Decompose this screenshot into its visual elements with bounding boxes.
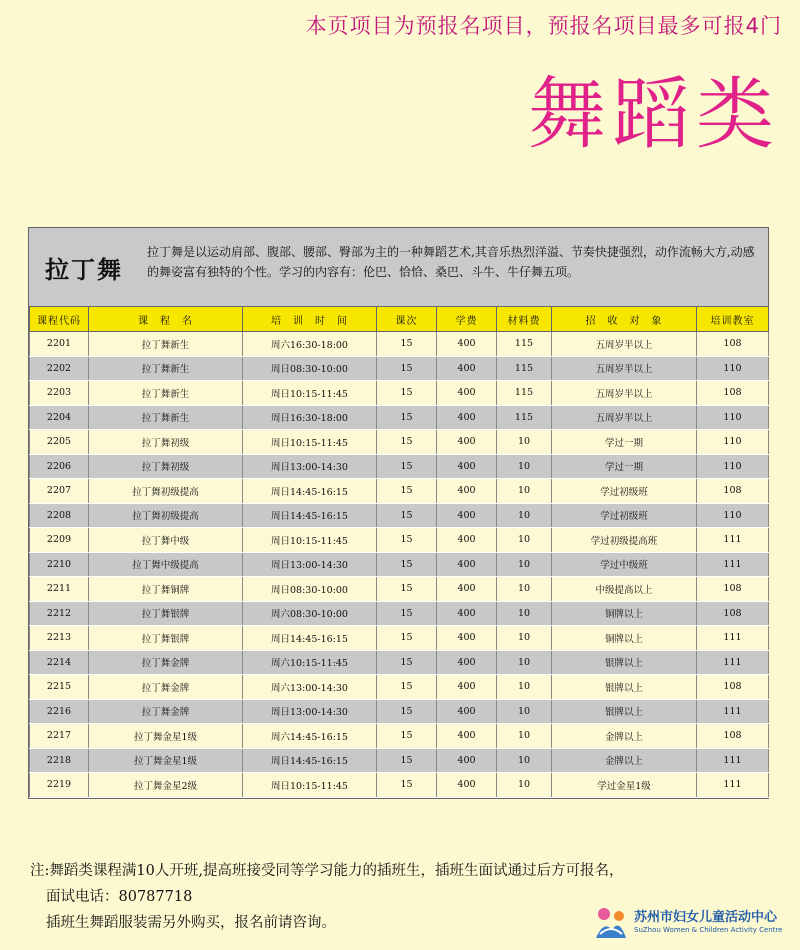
cell-tuition: 400 (437, 773, 497, 798)
cell-target-students: 学过初级班 (552, 503, 697, 528)
cell-material-fee: 10 (497, 773, 552, 798)
cell-target-students: 铜牌以上 (552, 626, 697, 651)
cell-course-name: 拉丁舞金星2级 (89, 773, 243, 798)
cell-target-students: 五周岁半以上 (552, 356, 697, 381)
table-row (30, 626, 769, 651)
table-row (30, 454, 769, 479)
cell-classroom: 110 (697, 454, 769, 479)
cell-course-name: 拉丁舞金星1级 (89, 724, 243, 749)
cell-target-students: 金牌以上 (552, 748, 697, 773)
cell-tuition: 400 (437, 699, 497, 724)
cell-material-fee: 10 (497, 699, 552, 724)
cell-tuition: 400 (437, 577, 497, 602)
header-material-fee: 材料费 (497, 307, 552, 332)
cell-tuition: 400 (437, 626, 497, 651)
header-sessions: 课次 (377, 307, 437, 332)
cell-classroom: 111 (697, 773, 769, 798)
table-row (30, 405, 769, 430)
cell-material-fee: 10 (497, 626, 552, 651)
course-intro (29, 228, 768, 306)
cell-classroom: 111 (697, 626, 769, 651)
cell-training-time: 周六08:30-10:00 (243, 601, 377, 626)
cell-target-students: 五周岁半以上 (552, 381, 697, 406)
cell-target-students: 学过中级班 (552, 552, 697, 577)
cell-course-code: 2218 (30, 748, 89, 773)
table-row (30, 528, 769, 553)
logo-english-name: SuZhou Women & Children Activity Centre (634, 926, 783, 934)
cell-course-code: 2212 (30, 601, 89, 626)
cell-classroom: 108 (697, 601, 769, 626)
footer-note-1: 注:舞蹈类课程满10人开班,提高班接受同等学习能力的插班生，插班生面试通过后方可报名， (30, 863, 624, 879)
cell-classroom: 108 (697, 332, 769, 357)
cell-training-time: 周日08:30-10:00 (243, 577, 377, 602)
cell-material-fee: 115 (497, 356, 552, 381)
cell-training-time: 周日14:45-16:15 (243, 503, 377, 528)
table-row (30, 724, 769, 749)
cell-course-name: 拉丁舞初级提高 (89, 479, 243, 504)
header-course-code: 课程代码 (30, 307, 89, 332)
enrollment-notice: 本页项目为预报名项目，预报名项目最多可报4门 (305, 14, 782, 38)
cell-classroom: 108 (697, 479, 769, 504)
cell-training-time: 周日14:45-16:15 (243, 626, 377, 651)
cell-classroom: 111 (697, 528, 769, 553)
cell-sessions: 15 (377, 430, 437, 455)
cell-training-time: 周六14:45-16:15 (243, 724, 377, 749)
cell-course-name: 拉丁舞初级提高 (89, 503, 243, 528)
cell-tuition: 400 (437, 503, 497, 528)
cell-tuition: 400 (437, 381, 497, 406)
cell-course-code: 2203 (30, 381, 89, 406)
cell-tuition: 400 (437, 748, 497, 773)
cell-course-code: 2215 (30, 675, 89, 700)
cell-course-name: 拉丁舞中级提高 (89, 552, 243, 577)
header-classroom: 培训教室 (697, 307, 769, 332)
cell-classroom: 108 (697, 724, 769, 749)
cell-sessions: 15 (377, 699, 437, 724)
cell-target-students: 学过金星1级 (552, 773, 697, 798)
cell-training-time: 周日13:00-14:30 (243, 552, 377, 577)
cell-sessions: 15 (377, 650, 437, 675)
cell-classroom: 110 (697, 356, 769, 381)
cell-target-students: 学过初级提高班 (552, 528, 697, 553)
table-row (30, 577, 769, 602)
cell-material-fee: 115 (497, 405, 552, 430)
cell-sessions: 15 (377, 454, 437, 479)
category-title: 舞蹈类 (527, 70, 780, 160)
cell-course-code: 2209 (30, 528, 89, 553)
cell-target-students: 铜牌以上 (552, 601, 697, 626)
cell-sessions: 15 (377, 528, 437, 553)
interview-phone: 面试电话：80787718 (46, 889, 193, 905)
cell-sessions: 15 (377, 381, 437, 406)
cell-course-name: 拉丁舞新生 (89, 332, 243, 357)
cell-target-students: 学过初级班 (552, 479, 697, 504)
cell-training-time: 周日10:15-11:45 (243, 381, 377, 406)
cell-course-name: 拉丁舞中级 (89, 528, 243, 553)
header-target-students: 招 收 对 象 (552, 307, 697, 332)
cell-material-fee: 10 (497, 577, 552, 602)
cell-course-code: 2216 (30, 699, 89, 724)
cell-material-fee: 10 (497, 479, 552, 504)
cell-material-fee: 10 (497, 650, 552, 675)
cell-course-code: 2204 (30, 405, 89, 430)
cell-training-time: 周日08:30-10:00 (243, 356, 377, 381)
center-logo (592, 904, 792, 944)
cell-course-code: 2219 (30, 773, 89, 798)
cell-training-time: 周日10:15-11:45 (243, 528, 377, 553)
cell-classroom: 111 (697, 748, 769, 773)
cell-target-students: 五周岁半以上 (552, 332, 697, 357)
table-row (30, 503, 769, 528)
cell-training-time: 周日13:00-14:30 (243, 699, 377, 724)
cell-material-fee: 10 (497, 675, 552, 700)
cell-sessions: 15 (377, 332, 437, 357)
cell-course-code: 2201 (30, 332, 89, 357)
cell-classroom: 110 (697, 430, 769, 455)
cell-course-code: 2207 (30, 479, 89, 504)
cell-tuition: 400 (437, 479, 497, 504)
cell-sessions: 15 (377, 405, 437, 430)
cell-tuition: 400 (437, 552, 497, 577)
logo-emblem-icon (592, 904, 630, 942)
cell-sessions: 15 (377, 724, 437, 749)
cell-course-code: 2210 (30, 552, 89, 577)
cell-course-name: 拉丁舞新生 (89, 356, 243, 381)
table-row (30, 479, 769, 504)
cell-sessions: 15 (377, 503, 437, 528)
cell-target-students: 银牌以上 (552, 699, 697, 724)
cell-sessions: 15 (377, 626, 437, 651)
table-header-row (30, 307, 769, 332)
course-description: 拉丁舞是以运动肩部、腹部、腰部、臀部为主的一种舞蹈艺术,其音乐热烈洋溢、节奏快捷强烈，动作流畅大方,动感的舞姿富有独特的个性。学习的内容有：伦巴、恰恰、桑巴、斗牛、牛仔舞五项。 (147, 245, 755, 279)
logo-name: 苏州市妇女儿童活动中心 (634, 910, 778, 925)
cell-material-fee: 10 (497, 748, 552, 773)
cell-target-students: 学过一期 (552, 430, 697, 455)
cell-classroom: 111 (697, 650, 769, 675)
cell-tuition: 400 (437, 454, 497, 479)
table-row (30, 381, 769, 406)
cell-course-name: 拉丁舞初级 (89, 454, 243, 479)
cell-training-time: 周日10:15-11:45 (243, 430, 377, 455)
table-body (30, 332, 769, 798)
cell-classroom: 108 (697, 381, 769, 406)
course-panel (28, 227, 769, 799)
course-title: 拉丁舞 (45, 255, 123, 284)
cell-material-fee: 10 (497, 430, 552, 455)
cell-target-students: 中级提高以上 (552, 577, 697, 602)
cell-course-code: 2214 (30, 650, 89, 675)
footer-notes (30, 858, 623, 936)
cell-material-fee: 115 (497, 381, 552, 406)
header-tuition: 学费 (437, 307, 497, 332)
cell-classroom: 110 (697, 503, 769, 528)
cell-sessions: 15 (377, 601, 437, 626)
header-course-name: 课 程 名 (89, 307, 243, 332)
cell-training-time: 周日13:00-14:30 (243, 454, 377, 479)
cell-target-students: 银牌以上 (552, 650, 697, 675)
cell-material-fee: 10 (497, 724, 552, 749)
cell-course-name: 拉丁舞金牌 (89, 650, 243, 675)
cell-material-fee: 10 (497, 601, 552, 626)
cell-sessions: 15 (377, 577, 437, 602)
cell-sessions: 15 (377, 748, 437, 773)
header-training-time: 培 训 时 间 (243, 307, 377, 332)
cell-training-time: 周六10:15-11:45 (243, 650, 377, 675)
cell-sessions: 15 (377, 675, 437, 700)
cell-sessions: 15 (377, 479, 437, 504)
cell-course-code: 2208 (30, 503, 89, 528)
cell-course-name: 拉丁舞初级 (89, 430, 243, 455)
cell-course-name: 拉丁舞金星1级 (89, 748, 243, 773)
cell-training-time: 周日14:45-16:15 (243, 479, 377, 504)
cell-target-students: 五周岁半以上 (552, 405, 697, 430)
cell-tuition: 400 (437, 601, 497, 626)
cell-training-time: 周日10:15-11:45 (243, 773, 377, 798)
cell-classroom: 108 (697, 577, 769, 602)
cell-course-name: 拉丁舞铜牌 (89, 577, 243, 602)
cell-material-fee: 115 (497, 332, 552, 357)
footer-note-3: 插班生舞蹈服装需另外购买，报名前请咨询。 (46, 915, 336, 931)
cell-tuition: 400 (437, 356, 497, 381)
cell-classroom: 111 (697, 699, 769, 724)
cell-tuition: 400 (437, 724, 497, 749)
table-row (30, 699, 769, 724)
cell-course-name: 拉丁舞金牌 (89, 675, 243, 700)
cell-course-name: 拉丁舞金牌 (89, 699, 243, 724)
cell-material-fee: 10 (497, 552, 552, 577)
table-row (30, 650, 769, 675)
cell-course-code: 2217 (30, 724, 89, 749)
cell-sessions: 15 (377, 552, 437, 577)
table-row (30, 332, 769, 357)
cell-classroom: 108 (697, 675, 769, 700)
cell-training-time: 周六16:30-18:00 (243, 332, 377, 357)
cell-course-code: 2213 (30, 626, 89, 651)
table-row (30, 356, 769, 381)
cell-training-time: 周日16:30-18:00 (243, 405, 377, 430)
cell-course-code: 2202 (30, 356, 89, 381)
cell-tuition: 400 (437, 405, 497, 430)
cell-classroom: 110 (697, 405, 769, 430)
cell-sessions: 15 (377, 356, 437, 381)
table-row (30, 748, 769, 773)
cell-course-code: 2206 (30, 454, 89, 479)
cell-material-fee: 10 (497, 528, 552, 553)
cell-tuition: 400 (437, 650, 497, 675)
cell-material-fee: 10 (497, 503, 552, 528)
cell-material-fee: 10 (497, 454, 552, 479)
cell-course-name: 拉丁舞银牌 (89, 626, 243, 651)
table-row (30, 430, 769, 455)
table-row (30, 675, 769, 700)
table-row (30, 601, 769, 626)
cell-course-name: 拉丁舞新生 (89, 405, 243, 430)
cell-course-name: 拉丁舞银牌 (89, 601, 243, 626)
cell-tuition: 400 (437, 675, 497, 700)
cell-target-students: 银牌以上 (552, 675, 697, 700)
course-table (29, 306, 769, 798)
cell-course-code: 2205 (30, 430, 89, 455)
cell-tuition: 400 (437, 332, 497, 357)
cell-training-time: 周六13:00-14:30 (243, 675, 377, 700)
cell-tuition: 400 (437, 528, 497, 553)
cell-training-time: 周日14:45-16:15 (243, 748, 377, 773)
cell-classroom: 111 (697, 552, 769, 577)
table-row (30, 773, 769, 798)
table-row (30, 552, 769, 577)
cell-course-code: 2211 (30, 577, 89, 602)
cell-target-students: 学过一期 (552, 454, 697, 479)
cell-sessions: 15 (377, 773, 437, 798)
cell-course-name: 拉丁舞新生 (89, 381, 243, 406)
cell-tuition: 400 (437, 430, 497, 455)
cell-target-students: 金牌以上 (552, 724, 697, 749)
